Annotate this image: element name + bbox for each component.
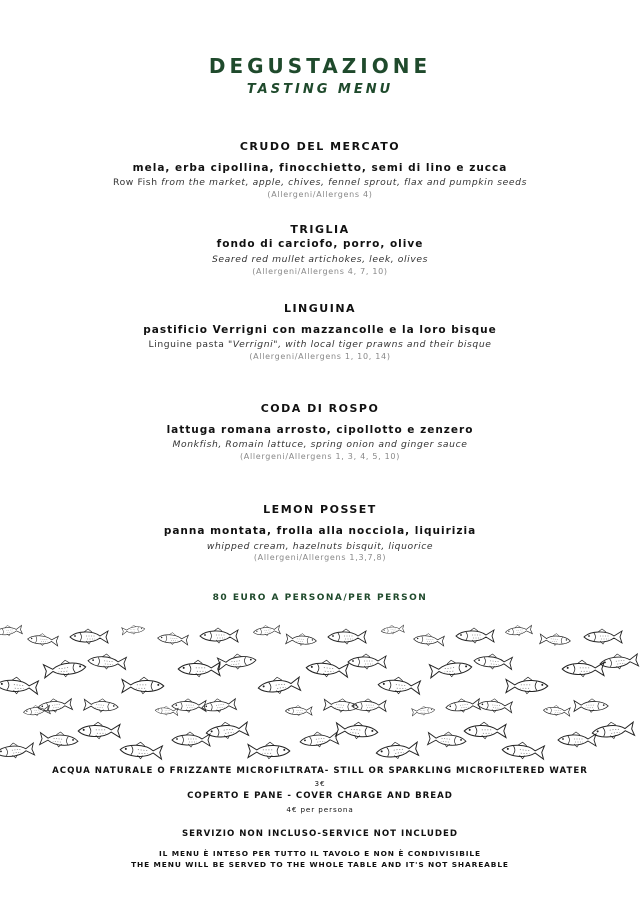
fish-drawing [172,699,206,713]
cover-charge-line: COPERTO E PANE - COVER CHARGE AND BREAD [187,791,453,801]
water-line: ACQUA NATURALE O FRIZZANTE MICROFILTRATA- STILL OR SPARKLING MICROFILTERED WATER [52,766,588,776]
fish-drawing [348,654,386,669]
english-italic-text: "Verrigni", with local tiger prawns and their bisque [227,339,492,350]
fish-drawing [122,677,164,694]
menu-subtitle: TASTING MENU [246,82,394,97]
english-italic-text: from the market, apple, chives, fennel sprout, flax and pumpkin seeds [161,177,527,188]
course-name: TRIGLIA [290,223,350,236]
english-italic-text: Seared red mullet artichokes, leek, olives [211,254,428,265]
fish-drawing [412,705,436,716]
menu-price: 80 EURO A PERSONA/PER PERSON [212,593,428,603]
fish-drawing [477,698,512,714]
course-italian-description: fondo di carciofo, porro, olive [216,238,424,250]
fish-drawing [286,632,317,646]
fish-drawing [172,732,210,747]
english-plain-text: Row Fish [113,177,162,188]
fish-drawing [205,720,248,741]
fish-drawing [78,722,120,739]
fish-drawing [120,741,163,760]
fish-drawing [328,629,366,644]
fish-drawing [43,658,86,679]
course-italian-description: mela, erba cipollina, finocchietto, semi di lino e zucca [132,162,508,174]
fish-drawing [178,660,220,677]
fish-drawing [0,676,39,695]
fish-drawing [574,699,608,713]
fish-drawing [299,730,338,749]
menu-title: DEGUSTAZIONE [208,54,432,78]
fish-drawing [37,697,72,714]
fish-drawing [474,653,513,671]
fish-drawing [506,677,548,694]
fish-drawing [306,659,349,678]
fish-drawing [428,731,467,749]
course-allergens: (Allergeni/Allergens 4, 7, 10) [252,267,388,276]
course-italian-description: pastificio Verrigni con mazzancolle e la loro bisque [143,324,497,336]
fish-drawing [84,698,119,714]
fish-drawing [381,624,405,635]
sharing-note-italian: IL MENU È INTESO PER TUTTO IL TAVOLO E NON È CONDIVISIBILE [159,849,481,858]
fish-drawing [0,741,35,760]
fish-drawing [584,629,622,644]
fish-drawing [285,705,312,716]
course-english-description [0,254,640,265]
fish-drawing [40,731,79,749]
fish-drawing [429,658,472,679]
english-italic-text: Monkfish, Romain lattuce, spring onion and ginger sauce [172,439,468,450]
fish-drawing [257,675,300,696]
fish-drawing [157,632,188,646]
service-line: SERVIZIO NON INCLUSO-SERVICE NOT INCLUDED [181,829,459,839]
fish-drawing [352,699,386,713]
course-english-description [0,541,640,552]
fish-drawing [543,705,570,717]
fish-drawing [502,741,545,760]
fish-drawing [248,742,290,759]
fish-drawing [505,624,533,637]
fish-drawing [253,624,281,637]
english-plain-text: Linguine pasta [148,339,228,350]
fish-pattern-illustration [0,620,640,765]
fish-drawing [464,722,506,739]
course-allergens: (Allergeni/Allergens 1, 10, 14) [249,352,391,361]
course-name: CODA DI ROSPO [260,402,380,415]
fish-drawing [122,624,146,635]
course-italian-description: panna montata, frolla alla nocciola, liquirizia [163,525,477,537]
fish-drawing [88,653,127,671]
course-name: LEMON POSSET [263,503,377,516]
course-allergens: (Allergeni/Allergens 4) [267,190,373,199]
fish-drawing [540,632,571,646]
course-italian-description: lattuga romana arrosto, cipollotto e zenzero [166,424,474,436]
fish-drawing [201,697,236,714]
course-english-description [0,339,640,350]
fish-drawing [591,720,634,741]
fish-drawing [27,633,58,647]
course-english-description [0,177,640,188]
fish-drawing [336,721,379,740]
course-name: CRUDO DEL MERCATO [239,140,401,153]
cover-charge-price: 4€ per persona [286,805,354,814]
fish-drawing [413,633,444,647]
water-price: 3€ [314,779,326,788]
fish-drawing [217,652,256,671]
fish-drawing [70,629,108,644]
fish-drawing [558,732,596,747]
fish-drawing [599,652,638,671]
fish-drawing [378,676,421,695]
fish-drawing [562,660,604,677]
fish-drawing [324,698,359,714]
course-english-description [0,439,640,450]
sharing-note-english: THE MENU WILL BE SERVED TO THE WHOLE TABLE AND IT'S NOT SHAREABLE [131,860,509,869]
course-allergens: (Allergeni/Allergens 1,3,7,8) [253,553,387,562]
course-name: LINGUINA [283,302,357,315]
fish-drawing [155,705,178,716]
course-allergens: (Allergeni/Allergens 1, 3, 4, 5, 10) [239,452,401,461]
fish-drawing [456,628,494,643]
fish-drawing [200,628,238,643]
english-italic-text: whipped cream, hazelnuts bisquit, liquorice [206,541,434,552]
fish-drawing [0,624,22,637]
fish-drawing [375,740,418,761]
fish-drawing [445,697,480,714]
